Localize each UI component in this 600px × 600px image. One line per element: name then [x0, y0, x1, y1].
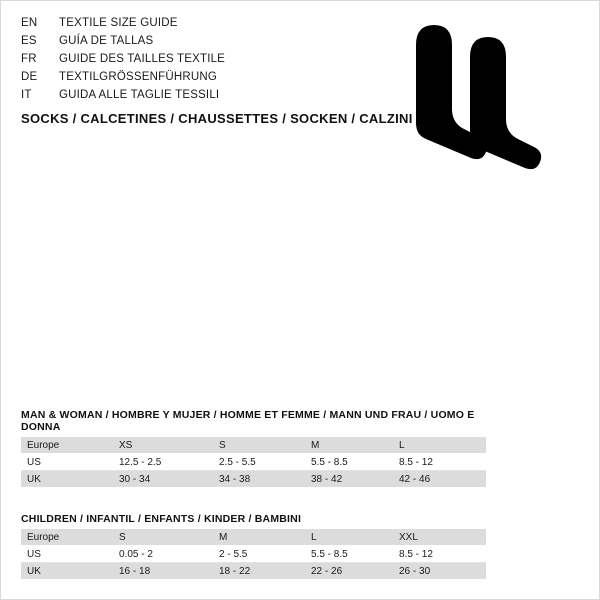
table-cell: 12.5 - 2.5: [113, 454, 213, 471]
language-label: GUIDE DES TAILLES TEXTILE: [59, 53, 226, 65]
table-cell: 18 - 22: [213, 563, 305, 580]
language-code: FR: [21, 53, 37, 65]
table-cell: 34 - 38: [213, 471, 305, 488]
table-caption: CHILDREN / INFANTIL / ENFANTS / KINDER / BAMBINI: [21, 513, 302, 525]
table-row: [21, 563, 486, 580]
language-label: GUIDA ALLE TAGLIE TESSILI: [59, 89, 220, 101]
language-row: [21, 71, 361, 89]
table-cell: XXL: [393, 529, 486, 546]
table-cell: 8.5 - 12: [393, 454, 486, 471]
language-code: EN: [21, 17, 38, 29]
table-row: [21, 471, 486, 488]
language-row: [21, 89, 361, 107]
table-cell: 22 - 26: [305, 563, 393, 580]
table-cell: 5.5 - 8.5: [305, 546, 393, 563]
table-cell: S: [213, 437, 305, 454]
table-row: [21, 437, 486, 454]
table-row: [21, 454, 486, 471]
table-cell: 16 - 18: [113, 563, 213, 580]
language-row: [21, 53, 361, 71]
language-code: ES: [21, 35, 37, 47]
adult-size-table: [21, 437, 486, 488]
table-cell: 38 - 42: [305, 471, 393, 488]
table-cell: XS: [113, 437, 213, 454]
language-label: GUÍA DE TALLAS: [59, 35, 154, 47]
product-title: SOCKS / CALCETINES / CHAUSSETTES / SOCKEN / CALZINI: [21, 111, 413, 126]
table-cell: L: [393, 437, 486, 454]
table-cell: 8.5 - 12: [393, 546, 486, 563]
language-list: [21, 17, 361, 107]
table-cell: 5.5 - 8.5: [305, 454, 393, 471]
table-cell: 42 - 46: [393, 471, 486, 488]
language-row: [21, 17, 361, 35]
table-cell: UK: [21, 563, 113, 580]
table-cell: US: [21, 454, 113, 471]
table-cell: US: [21, 546, 113, 563]
table-cell: M: [213, 529, 305, 546]
language-label: TEXTILGRÖSSENFÜHRUNG: [59, 71, 217, 83]
table-cell: L: [305, 529, 393, 546]
table-row: [21, 529, 486, 546]
table-cell: Europe: [21, 529, 113, 546]
language-code: IT: [21, 89, 32, 101]
children-size-table-block: [21, 513, 486, 580]
table-cell: Europe: [21, 437, 113, 454]
table-cell: 0.05 - 2: [113, 546, 213, 563]
adult-size-table-block: [21, 409, 486, 488]
language-label: TEXTILE SIZE GUIDE: [59, 17, 178, 29]
table-cell: UK: [21, 471, 113, 488]
table-row: [21, 546, 486, 563]
table-cell: 2 - 5.5: [213, 546, 305, 563]
table-cell: S: [113, 529, 213, 546]
table-cell: M: [305, 437, 393, 454]
table-cell: 30 - 34: [113, 471, 213, 488]
language-code: DE: [21, 71, 38, 83]
table-caption: MAN & WOMAN / HOMBRE Y MUJER / HOMME ET FEMME / MANN UND FRAU / UOMO E DONNA: [21, 409, 475, 433]
children-size-table: [21, 529, 486, 580]
table-cell: 2.5 - 5.5: [213, 454, 305, 471]
language-row: [21, 35, 361, 53]
table-cell: 26 - 30: [393, 563, 486, 580]
socks-icon: [406, 19, 581, 179]
